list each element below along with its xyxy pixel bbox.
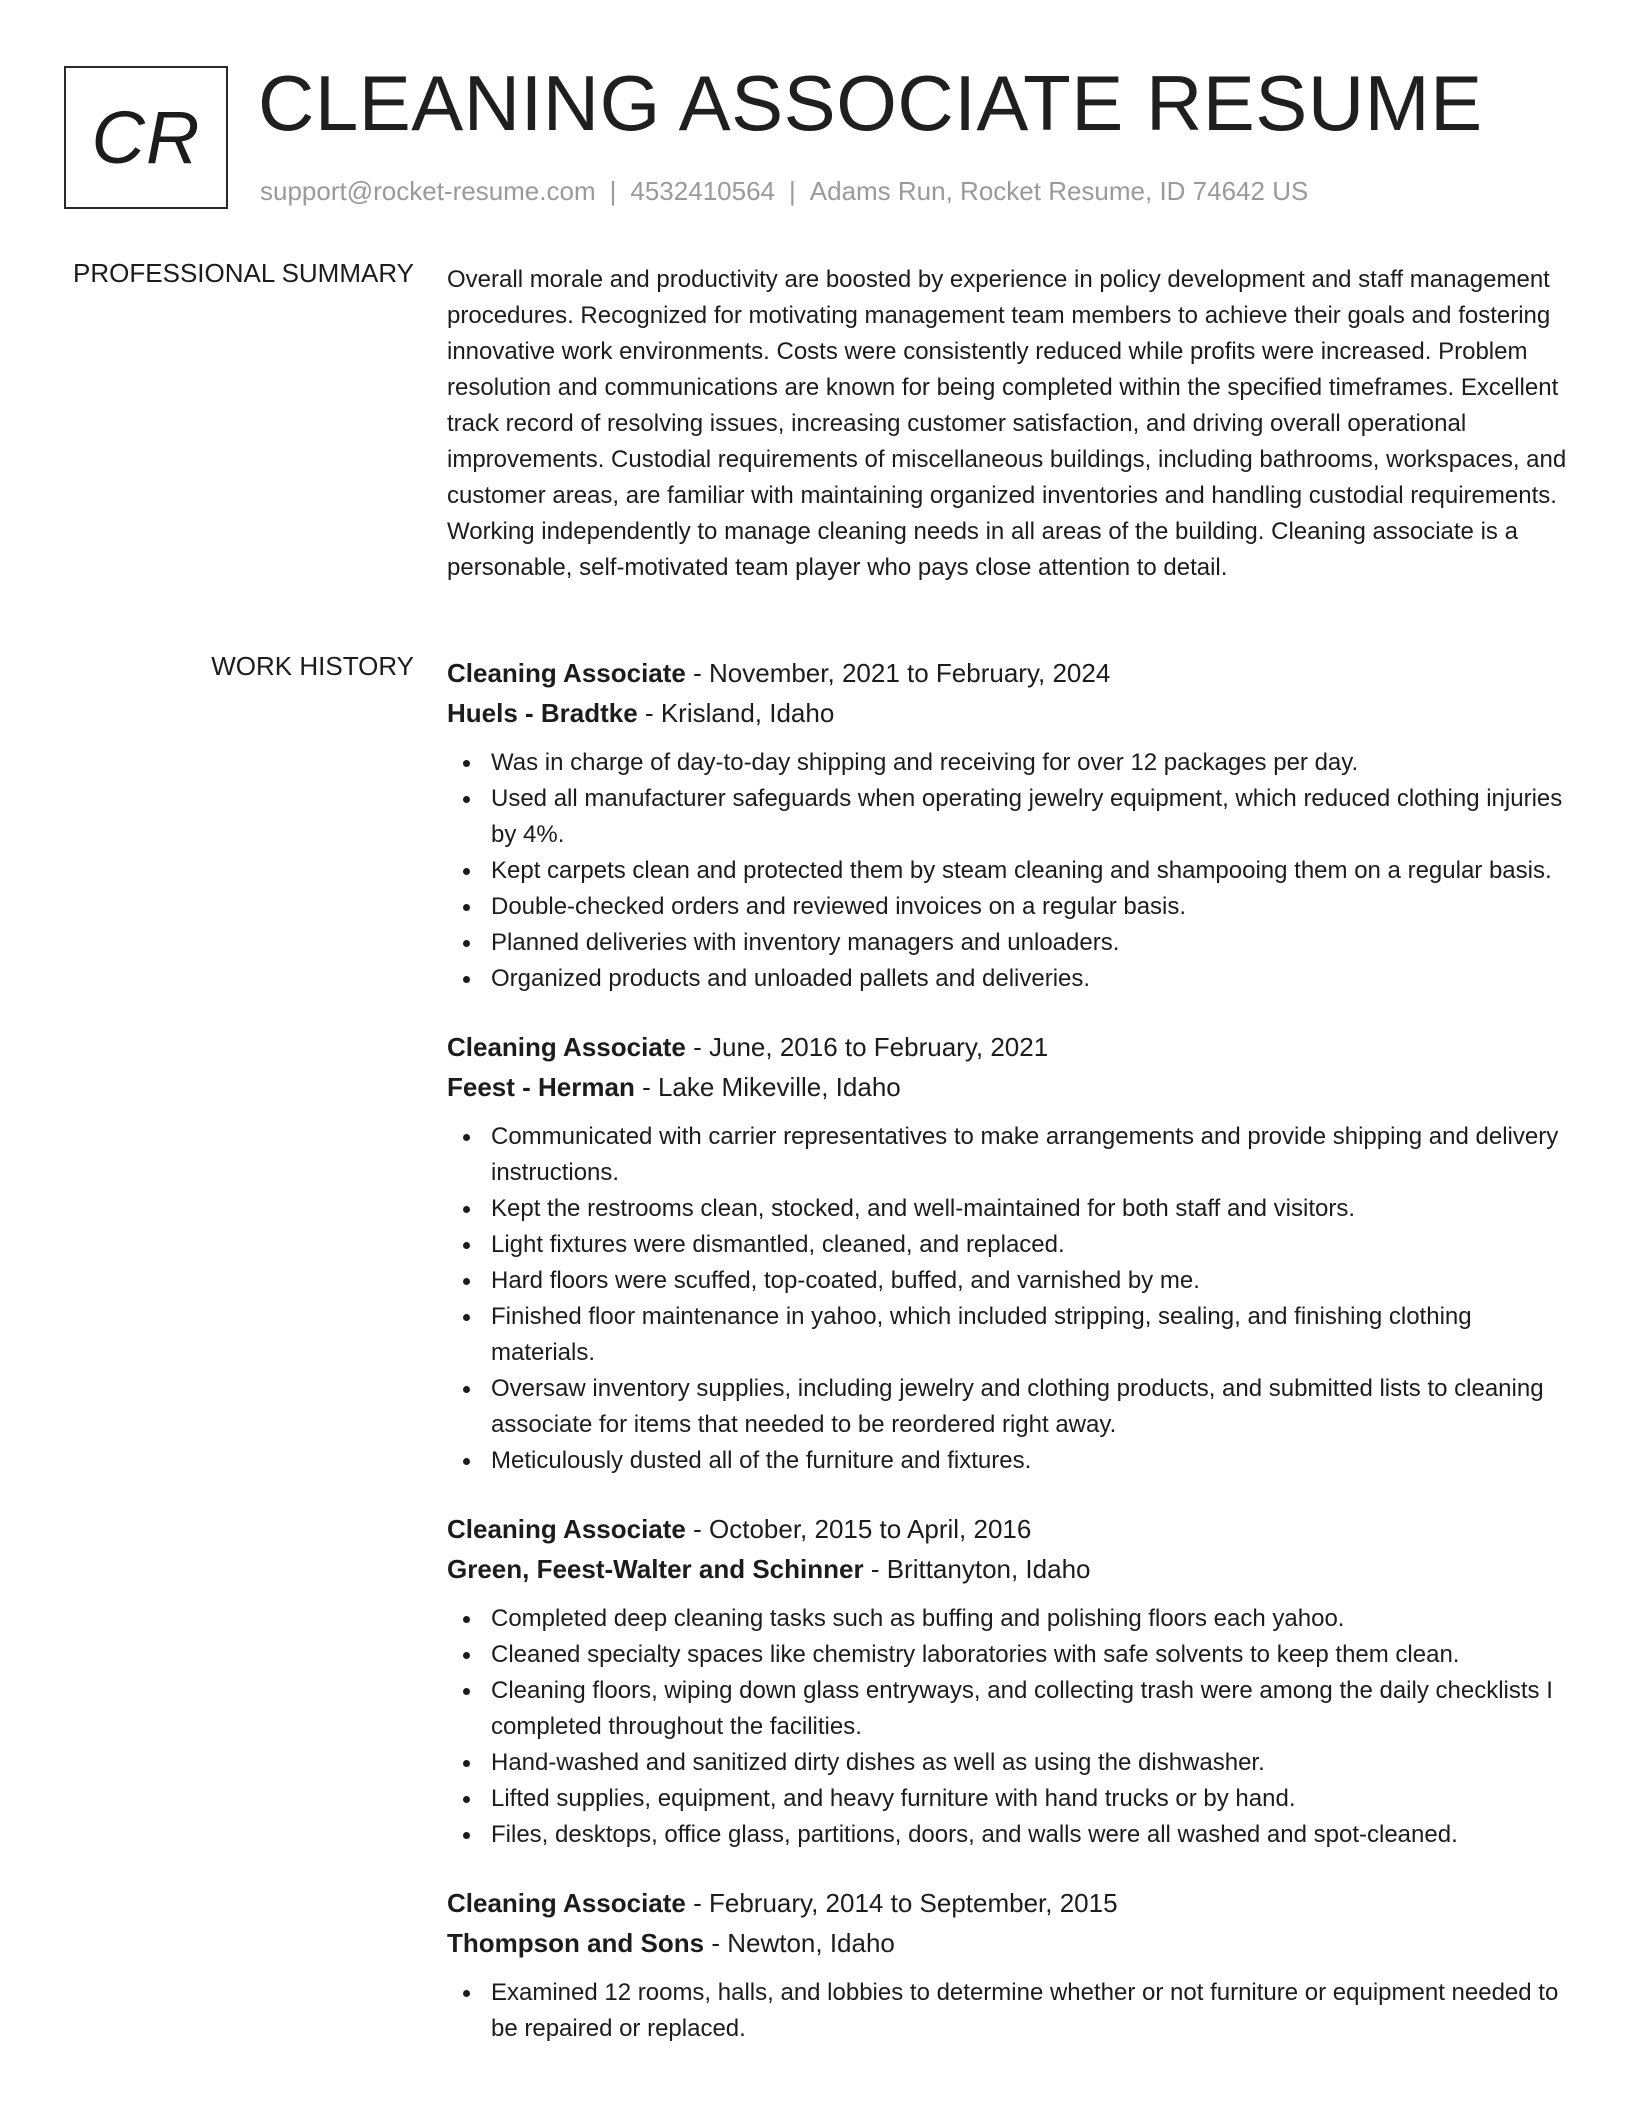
job-dates: - June, 2016 to February, 2021 [685, 1032, 1049, 1062]
job-company-line [447, 1923, 1577, 1963]
job-company-line [447, 1549, 1577, 1589]
job-bullet: Hard floors were scuffed, top-coated, buffed, and varnished by me. [447, 1263, 1577, 1299]
job-bullet: Oversaw inventory supplies, including jewelry and clothing products, and submitted lists to cleaning associate for items that needed to be reordered right away. [447, 1371, 1577, 1443]
contact-phone: 4532410564 [630, 176, 775, 206]
contact-address: Adams Run, Rocket Resume, ID 74642 US [809, 176, 1309, 206]
job-location: - Lake Mikeville, Idaho [634, 1072, 901, 1102]
work-history-section-label: WORK HISTORY [211, 651, 414, 681]
summary-text: Overall morale and productivity are boosted by experience in policy development and staff management procedures. Recognized for motivating management team members to achieve their goals and fostering innovative work environments. Costs were consistently reduced while profits were increased. Problem resolution and communications are known for being completed within the specified timeframes. Excellent track record of resolving issues, increasing customer satisfaction, and driving overall operational improvements. Custodial requirements of miscellaneous buildings, including bathrooms, workspaces, and customer areas, are familiar with maintaining organized inventories and handling custodial requirements. Working independently to manage cleaning needs in all areas of the building. Cleaning associate is a personable, self-motivated team player who pays close attention to detail. [447, 266, 1567, 581]
monogram-initials: CR [91, 96, 201, 179]
job-title-line [447, 1509, 1577, 1549]
job-bullet: Light fixtures were dismantled, cleaned, and replaced. [447, 1227, 1577, 1263]
job-bullet: Hand-washed and sanitized dirty dishes as well as using the dishwasher. [447, 1745, 1577, 1781]
job-bullet: Meticulously dusted all of the furniture and fixtures. [447, 1443, 1577, 1479]
job-bullet: Planned deliveries with inventory managers and unloaders. [447, 925, 1577, 961]
job-dates: - February, 2014 to September, 2015 [685, 1888, 1118, 1918]
job-bullet: Cleaning floors, wiping down glass entryways, and collecting trash were among the daily checklists I completed throughout the facilities. [447, 1673, 1577, 1745]
job-bullet: Kept carpets clean and protected them by steam cleaning and shampooing them on a regular basis. [447, 853, 1577, 889]
contact-email: support@rocket-resume.com [260, 176, 596, 206]
work-history-list [447, 653, 1577, 2077]
job-bullet: Was in charge of day-to-day shipping and receiving for over 12 packages per day. [447, 745, 1577, 781]
job-company: Thompson and Sons [447, 1928, 705, 1958]
job-bullet: Examined 12 rooms, halls, and lobbies to determine whether or not furniture or equipment needed to be repaired or replaced. [447, 1975, 1577, 2047]
job-company: Green, Feest-Walter and Schinner [447, 1554, 864, 1584]
job-company-line [447, 1067, 1577, 1107]
job-entry [447, 1027, 1577, 1479]
job-location: - Krisland, Idaho [637, 698, 835, 728]
job-bullet: Communicated with carrier representatives to make arrangements and provide shipping and delivery instructions. [447, 1119, 1577, 1191]
contact-line [260, 176, 1308, 207]
job-bullet: Kept the restrooms clean, stocked, and well-maintained for both staff and visitors. [447, 1191, 1577, 1227]
job-title-line [447, 1883, 1577, 1923]
job-bullet-list [447, 1119, 1577, 1479]
job-bullet-list [447, 1975, 1577, 2047]
job-bullet: Double-checked orders and reviewed invoices on a regular basis. [447, 889, 1577, 925]
resume-title: CLEANING ASSOCIATE RESUME [258, 59, 1483, 147]
job-company: Feest - Herman [447, 1072, 635, 1102]
job-location: - Newton, Idaho [704, 1928, 895, 1958]
job-title-line [447, 1027, 1577, 1067]
summary-section-label: PROFESSIONAL SUMMARY [73, 258, 414, 288]
job-entry [447, 1883, 1577, 2047]
contact-separator: | [609, 176, 617, 206]
job-bullet: Completed deep cleaning tasks such as buffing and polishing floors each yahoo. [447, 1601, 1577, 1637]
job-title: Cleaning Associate [447, 658, 686, 688]
job-bullet: Cleaned specialty spaces like chemistry laboratories with safe solvents to keep them clean. [447, 1637, 1577, 1673]
job-bullet: Organized products and unloaded pallets and deliveries. [447, 961, 1577, 997]
job-location: - Brittanyton, Idaho [863, 1554, 1091, 1584]
job-bullet-list [447, 745, 1577, 997]
job-bullet: Finished floor maintenance in yahoo, which included stripping, sealing, and finishing clothing materials. [447, 1299, 1577, 1371]
job-company-line [447, 693, 1577, 733]
monogram-box [64, 66, 228, 209]
job-entry [447, 653, 1577, 997]
job-title-line [447, 653, 1577, 693]
job-company: Huels - Bradtke [447, 698, 638, 728]
job-bullet: Used all manufacturer safeguards when operating jewelry equipment, which reduced clothing injuries by 4%. [447, 781, 1577, 853]
job-title: Cleaning Associate [447, 1514, 686, 1544]
job-bullet-list [447, 1601, 1577, 1853]
job-entry [447, 1509, 1577, 1853]
job-bullet: Lifted supplies, equipment, and heavy furniture with hand trucks or by hand. [447, 1781, 1577, 1817]
job-title: Cleaning Associate [447, 1032, 686, 1062]
job-title: Cleaning Associate [447, 1888, 686, 1918]
contact-separator: | [789, 176, 796, 206]
job-dates: - November, 2021 to February, 2024 [685, 658, 1111, 688]
job-dates: - October, 2015 to April, 2016 [685, 1514, 1032, 1544]
job-bullet: Files, desktops, office glass, partitions, doors, and walls were all washed and spot-cleaned. [447, 1817, 1577, 1853]
